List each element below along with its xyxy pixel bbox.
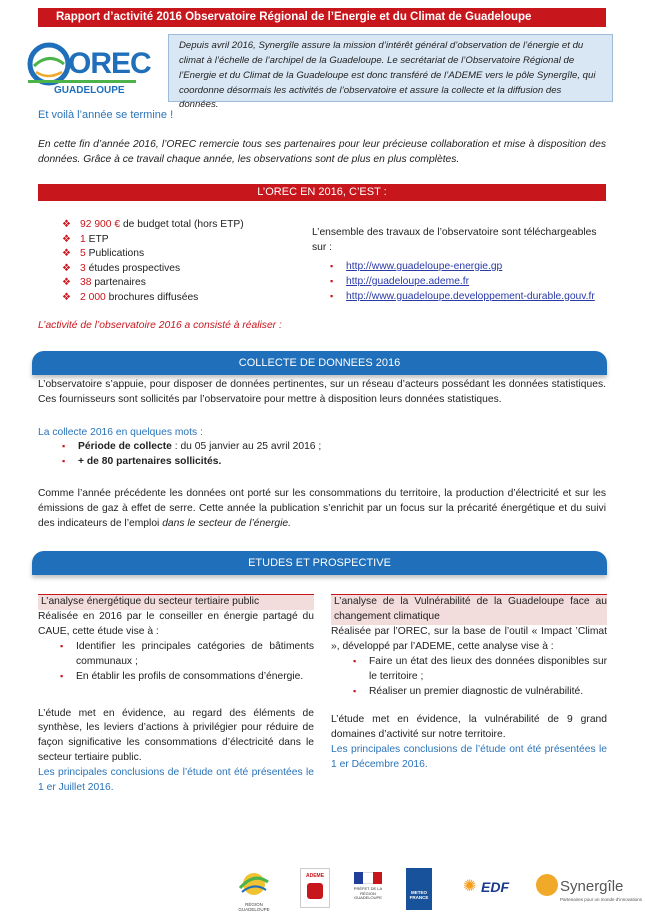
link-developpement-durable[interactable]: http://www.guadeloupe.developpement-durable.gouv.fr (346, 290, 595, 302)
etude-bullet: ▪ Réaliser un premier diagnostic de vulnérabilité. (353, 685, 584, 697)
collecte-paragraph: L’observatoire s’appuie, pour disposer de données pertinentes, sur un réseau d’acteurs possédant les données statistiques. Ces fournisseurs sont sollicités par l’observatoire pour mettre à disposition leurs données statistiques. (38, 379, 606, 405)
square-bullet-icon: ▪ (62, 441, 66, 451)
square-bullet-icon: ▪ (62, 455, 66, 466)
french-flag-icon (354, 872, 382, 884)
link-guadeloupe-energie[interactable]: http://www.guadeloupe-energie.gp (346, 261, 503, 272)
square-bullet-icon: ▪ (330, 290, 334, 301)
star-bullet-icon: ❖ (62, 262, 71, 274)
region-guadeloupe-logo: RÉGION GUADELOUPE (236, 868, 272, 908)
downloads-label: L’ensemble des travaux de l’observatoire sont téléchargeables sur : (312, 227, 597, 253)
star-bullet-icon: ❖ (62, 277, 71, 289)
key-figure-item: ❖ 38 partenaires (62, 276, 292, 291)
collecte-subheading: La collecte 2016 en quelques mots : (38, 427, 203, 438)
etude-bullet: ▪ Identifier les principales catégories de bâtiments communaux ; (60, 640, 314, 667)
greeting: Et voilà l’année se termine ! (38, 109, 174, 121)
collecte-title: COLLECTE DE DONNEES 2016 (238, 357, 401, 369)
etude-tertiaire (38, 594, 314, 796)
ademe-mark-icon (307, 883, 323, 899)
etude-vulnerabilite-intro: Réalisée par l’OREC, sur la base de l’outil « Impact ’Climat », développé par l’ADEME, cette analyse vise à : (331, 625, 607, 652)
etude-vulnerabilite (331, 594, 607, 773)
etude-tertiaire-findings: L’étude met en évidence, au regard des éléments de synthèse, les leviers d’actions à privilégier pour réduire de façon significative les consommations d’électricité dans le secteur tertiaire public. (38, 707, 314, 764)
square-bullet-icon: ▪ (353, 655, 357, 666)
etude-vulnerabilite-findings: L’étude met en évidence, la vulnérabilité de 9 grand domaines d’activité sur notre territoire. (331, 714, 607, 741)
etudes-header (32, 551, 607, 575)
etude-tertiaire-intro: Réalisée en 2016 par le conseiller en énergie partagé du CAUE, cette étude vise à : (38, 610, 314, 637)
etude-vulnerabilite-bullets (331, 655, 607, 700)
link-ademe[interactable]: http://guadeloupe.ademe.fr (346, 275, 470, 287)
synergile-globe-icon (536, 874, 558, 896)
square-bullet-icon: ▪ (330, 275, 334, 286)
star-bullet-icon: ❖ (62, 248, 71, 260)
prefet-logo: PRÉFET DE LA RÉGION GUADELOUPE (350, 868, 386, 908)
link-item (330, 290, 620, 305)
etude-bullet: ▪ En établir les profils de consommations d’énergie. (60, 670, 304, 682)
collecte-paragraph-2: Comme l’année précédente les données ont porté sur les consommations du territoire, la production d’électricité et sur les émissions de gaz à effet de serre. Cette année la publication s’enrichit par un focus sur la précarité énergétique et du suivi des indicateurs de l’emploi dans le secteur de l’énergie. (38, 488, 606, 529)
orec-logo (24, 36, 151, 102)
star-bullet-icon: ❖ (62, 291, 71, 303)
logo-subtext: GUADELOUPE (54, 85, 125, 96)
etudes-title: ETUDES ET PROSPECTIVE (248, 557, 391, 569)
collecte-bullet: ▪ Période de collecte : du 05 janvier au 25 avril 2016 ; (62, 441, 322, 452)
star-bullet-icon: ❖ (62, 233, 71, 245)
link-item (330, 260, 620, 275)
collecte-header (32, 351, 607, 375)
square-bullet-icon: ▪ (60, 640, 64, 651)
collecte-bullet: ▪ + de 80 partenaires sollicités. (62, 455, 222, 467)
key-figure-item: ❖ 92 900 € de budget total (hors ETP) (62, 218, 292, 233)
square-bullet-icon: ▪ (330, 261, 334, 271)
etude-vulnerabilite-conclusion: Les principales conclusions de l’étude ont été présentées le 1 er Décembre 2016. (331, 744, 607, 771)
edf-logo: ✺ EDF (463, 876, 523, 900)
intro-text: Depuis avril 2016, Synergîle assure la mission d’intérêt général d’observation de l’énergie et du climat à l’échelle de l’archipel de la Guadeloupe. Le secrétariat de l’Observatoire Régional de l’Energie et du Climat de la Guadeloupe est donc transféré de l’ADEME vers le pôle Synergîle, qui coordonne désormais les activités de l’observatoire et assure la collecte et la diffusion des données. (179, 40, 596, 111)
activity-line: L’activité de l’observatoire 2016 a consisté à réaliser : (38, 320, 282, 331)
downloads-links (330, 260, 620, 305)
report-title: Rapport d’activité 2016 Observatoire Régional de l’Energie et du Climat de Guadeloupe (56, 11, 532, 23)
key-figure-item: ❖ 1 ETP (62, 233, 292, 248)
key-figure-item: ❖ 3 études prospectives (62, 262, 292, 277)
meteo-france-logo: METEO FRANCE (406, 868, 432, 910)
square-bullet-icon: ▪ (60, 670, 64, 681)
etude-bullet: ▪ Faire un état des lieux des données disponibles sur le territoire ; (353, 655, 607, 682)
synergile-logo: Synergîle Partenaires pour un monde d’innovations (536, 874, 636, 910)
etude-vulnerabilite-heading: L’analyse de la Vulnérabilité de la Guadeloupe face au changement climatique (331, 594, 607, 625)
link-item (330, 275, 620, 290)
key-figures-list (62, 218, 292, 306)
edf-sun-icon: ✺ (463, 878, 477, 895)
star-bullet-icon: ❖ (62, 219, 71, 230)
orec-2016-title: L’OREC EN 2016, C’EST : (257, 186, 387, 198)
ademe-logo: ADEME (300, 868, 330, 908)
key-figure-item: ❖ 2 000 brochures diffusées (62, 291, 292, 306)
etude-tertiaire-bullets (38, 640, 314, 685)
etude-tertiaire-conclusion: Les principales conclusions de l’étude ont été présentées le 1 er Juillet 2016. (38, 767, 314, 794)
intro-box (168, 34, 613, 111)
orec-2016-band (38, 184, 606, 201)
logo-text: OREC (68, 47, 151, 80)
thanks-paragraph: En cette fin d’année 2016, l’OREC remercie tous ses partenaires pour leur précieuse collaboration et mise à disposition des données. Grâce à ce travail chaque année, les observations sont de plus en plus complètes. (38, 139, 606, 165)
etude-tertiaire-heading: L’analyse énergétique du secteur tertiaire public (38, 594, 314, 610)
key-figure-item: ❖ 5 Publications (62, 247, 292, 262)
region-logo-graphic (236, 868, 272, 896)
square-bullet-icon: ▪ (353, 685, 357, 696)
collecte-bullets (62, 440, 462, 470)
report-title-bar (38, 8, 606, 27)
